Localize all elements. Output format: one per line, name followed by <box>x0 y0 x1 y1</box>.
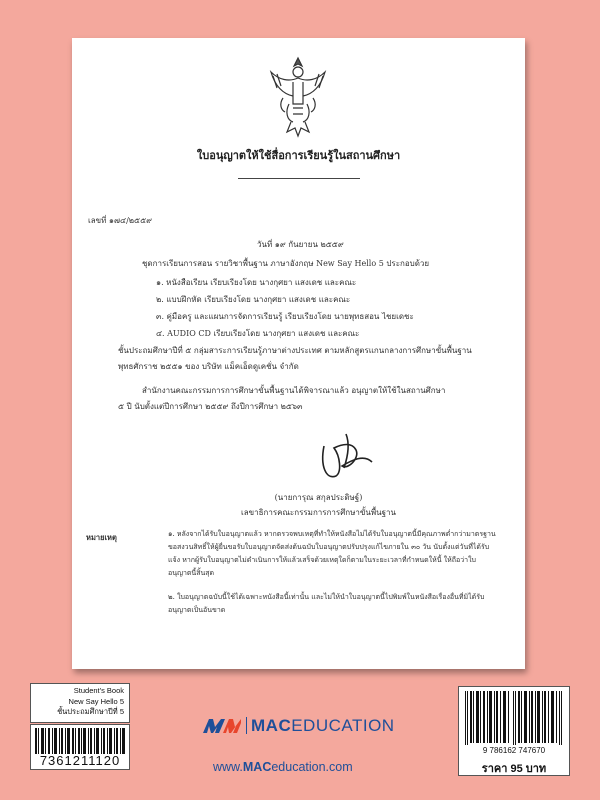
title-divider <box>238 178 360 179</box>
price-label: ราคา 95 บาท <box>481 763 547 775</box>
isbn-barcode-icon <box>463 691 567 745</box>
mac-logo-icon <box>203 719 241 733</box>
paragraph-text: ๕ ปี นับตั้งแต่ปีการศึกษา ๒๕๕๙ ถึงปีการศึกษา ๒๕๖๓ <box>118 402 303 411</box>
paragraph-text: สำนักงานคณะกรรมการการศึกษาขั้นพื้นฐานได้พิจารณาแล้ว อนุญาตให้ใช้ในสถานศึกษา <box>142 386 446 395</box>
list-item: ๑. หนังสือเรียน เรียบเรียงโดย นางกุศยา แสงเดช และคณะ <box>156 278 357 287</box>
paragraph-text: พุทธศักราช ๒๕๕๑ ของ บริษัท แม็คเอ็ดดูเคชั่น จำกัด <box>118 362 299 371</box>
barcode-icon <box>35 728 127 754</box>
isbn-barcode-box <box>458 686 570 776</box>
note-label: หมายเหตุ <box>86 533 117 542</box>
intro-text: ชุดการเรียนการสอน รายวิชาพื้นฐาน ภาษาอังกฤษ New Say Hello 5 ประกอบด้วย <box>142 259 430 268</box>
document-title: ใบอนุญาตให้ใช้สื่อการเรียนรู้ในสถานศึกษา <box>196 149 401 162</box>
signer-name: (นายการุณ สกุลประดิษฐ์) <box>274 493 363 502</box>
logo-separator <box>246 717 247 734</box>
book-title: New Say Hello 5 <box>68 696 124 706</box>
barcode-number: 7361211120 <box>39 753 121 768</box>
book-grade: ชั้นประถมศึกษาปีที่ 5 <box>57 707 124 716</box>
paragraph-text: ชั้นประถมศึกษาปีที่ ๕ กลุ่มสาระการเรียนรู้ภาษาต่างประเทศ ตามหลักสูตรแกนกลางการศึกษาขั้นพื้นฐาน <box>118 346 472 355</box>
signer-title: เลขาธิการคณะกรรมการการศึกษาขั้นพื้นฐาน <box>241 508 396 517</box>
isbn-number: 9 786162 747670 <box>482 746 546 755</box>
document-date: วันที่ ๑๙ กันยายน ๒๕๕๙ <box>257 240 344 249</box>
publisher-wordmark: MACEDUCATION <box>251 716 395 735</box>
publisher-logo <box>203 716 403 736</box>
book-barcode <box>30 724 130 770</box>
list-item: ๓. คู่มือครู และแผนการจัดการเรียนรู้ เรียบเรียงโดย นายพุทธสอน ไชยเดชะ <box>156 312 414 321</box>
note-item: ๑. หลังจากได้รับใบอนุญาตแล้ว หากตรวจพบเหตุที่ทำให้หนังสือไม่ได้รับใบอนุญาตนี้มีคุณภาพต่ำกว่ามาตรฐาน ขอสงวนสิทธิ์ให้ผู้ยื่นขอรับใบอนุญาตจัดส่งต้นฉบับใบอนุญาตปรับปรุงแก้ไขภายใน ๓๐ วัน นับตั้งแต่วันที่ได้รับแจ้ง หากผู้รับใบอนุญาตไม่ดำเนินการให้แล้วเสร็จด้วยเหตุใดก็ตามในระยะเวลาที่กำหนดให้นี้ ให้ถือว่าใบอนุญาตนี้สิ้นสุด <box>168 530 496 577</box>
publisher-url[interactable]: www.MACeducation.com <box>213 760 353 774</box>
book-info-box <box>30 683 130 723</box>
note-item: ๒. ใบอนุญาตฉบับนี้ใช้ได้เฉพาะหนังสือนี้เท่านั้น และไม่ให้นำใบอนุญาตนี้ไปพิมพ์ในหนังสือเรื่องอื่นที่มิได้รับอนุญาตเป็นอันขาด <box>168 593 485 614</box>
garuda-emblem <box>267 52 329 140</box>
document-number: เลขที่ ๑๗๔/๒๕๕๙ <box>88 216 153 225</box>
license-document <box>72 38 525 669</box>
list-item: ๒. แบบฝึกหัด เรียบเรียงโดย นางกุศยา แสงเดช และคณะ <box>156 295 351 304</box>
signature <box>312 426 382 486</box>
book-type: Student's Book <box>73 686 124 695</box>
list-item: ๔. AUDIO CD เรียบเรียงโดย นางกุศยา แสงเดช และคณะ <box>156 329 360 338</box>
